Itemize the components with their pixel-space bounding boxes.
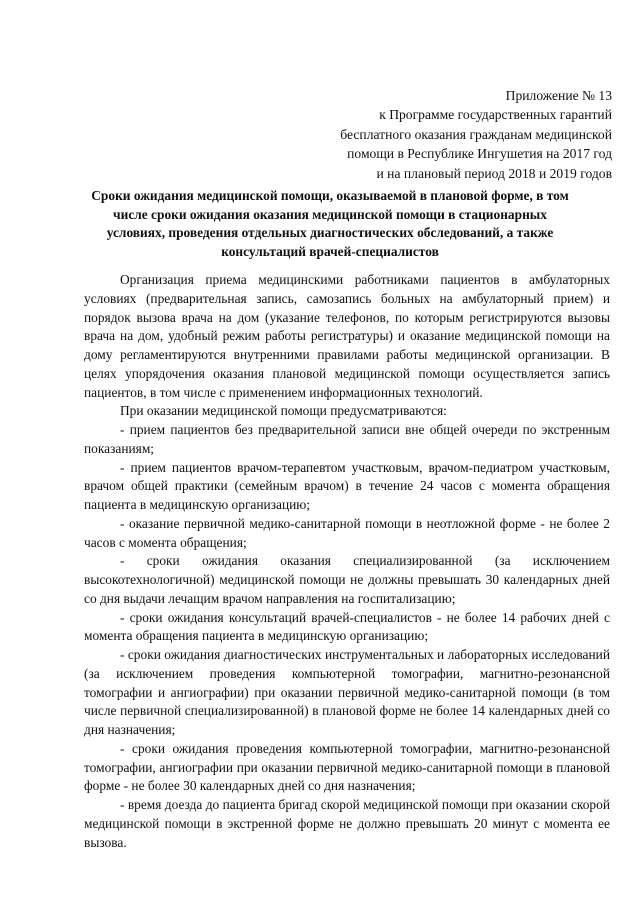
document-title [60, 187, 600, 261]
list-item: - прием пациентов врачом-терапевтом участковым, врачом-педиатром участковым, врачом общей практики (семейным врачом) в течение 24 часов с момента обращения пациента в медицинскую организацию; [84, 459, 610, 512]
list-item: - время доезда до пациента бригад скорой медицинской помощи при оказании скорой медицинской помощи в экстренной форме не должно превышать 20 минут с момента ее вызова. [84, 797, 610, 850]
list-item: - сроки ожидания диагностических инструментальных и лабораторных исследований (за исключением проведения компьютерной томографии, магнитно-резонансной томографии и ангиографии) при оказании первичной медико-санитарной помощи (в том числе первичной специализированной) в плановой форме не более 14 календарных дней со дня назначения; [84, 647, 610, 737]
provisions-heading: При оказании медицинской помощи предусматриваются: [120, 403, 447, 419]
list-item: - сроки ожидания оказания специализированной (за исключением высокотехнологичной) медицинской помощи не должны превышать 30 календарных дней со дня выдачи лечащим врачом направления на госпитализацию; [84, 553, 610, 606]
document-body [84, 271, 610, 852]
list-item: - прием пациентов без предварительной записи вне общей очереди по экстренным показаниям; [84, 422, 610, 456]
title-line: условиях, проведения отдельных диагностических обследований, а также [106, 225, 554, 241]
intro-paragraph: Организация приема медицинскими работниками пациентов в амбулаторных условиях (предварительная запись, самозапись больных на амбулаторный прием) и порядок вызова врача на дом (указание телефонов, по которым регистрируются вызовы врача на дом, удобный режим работы регистратуры) и оказание медицинской помощи на дому регламентируются внутренними правилами работы медицинской организации. В целях упорядочения оказания плановой медицинской помощи осуществляется запись пациентов, в том числе с применением информационных технологий. [84, 272, 610, 400]
list-item: - оказание первичной медико-санитарной помощи в неотложной форме - не более 2 часов с момента обращения; [84, 515, 610, 550]
appendix-line: к Программе государственных гарантий [379, 107, 612, 123]
appendix-number: Приложение № 13 [505, 88, 612, 103]
list-item: - сроки ожидания проведения компьютерной томографии, магнитно-резонансной томографии, ангиографии при оказании первичной медико-санитарной помощи в плановой форме - не более 30 календарных дней со дня назначения; [84, 740, 610, 794]
appendix-line: помощи в Республике Ингушетия на 2017 год [347, 146, 612, 162]
title-line: Сроки ожидания медицинской помощи, оказываемой в плановой форме, в том [91, 188, 569, 203]
list-item: - сроки ожидания консультаций врачей-специалистов - не более 14 рабочих дней с момента обращения пациента в медицинскую организацию; [84, 609, 610, 644]
title-line: консультаций врачей-специалистов [221, 243, 439, 259]
appendix-line: и на плановый период 2018 и 2019 годов [376, 165, 612, 181]
appendix-header [252, 86, 612, 183]
appendix-line: бесплатного оказания гражданам медицинской [340, 126, 612, 142]
title-line: числе сроки ожидания оказания медицинской помощи в стационарных [113, 206, 547, 222]
